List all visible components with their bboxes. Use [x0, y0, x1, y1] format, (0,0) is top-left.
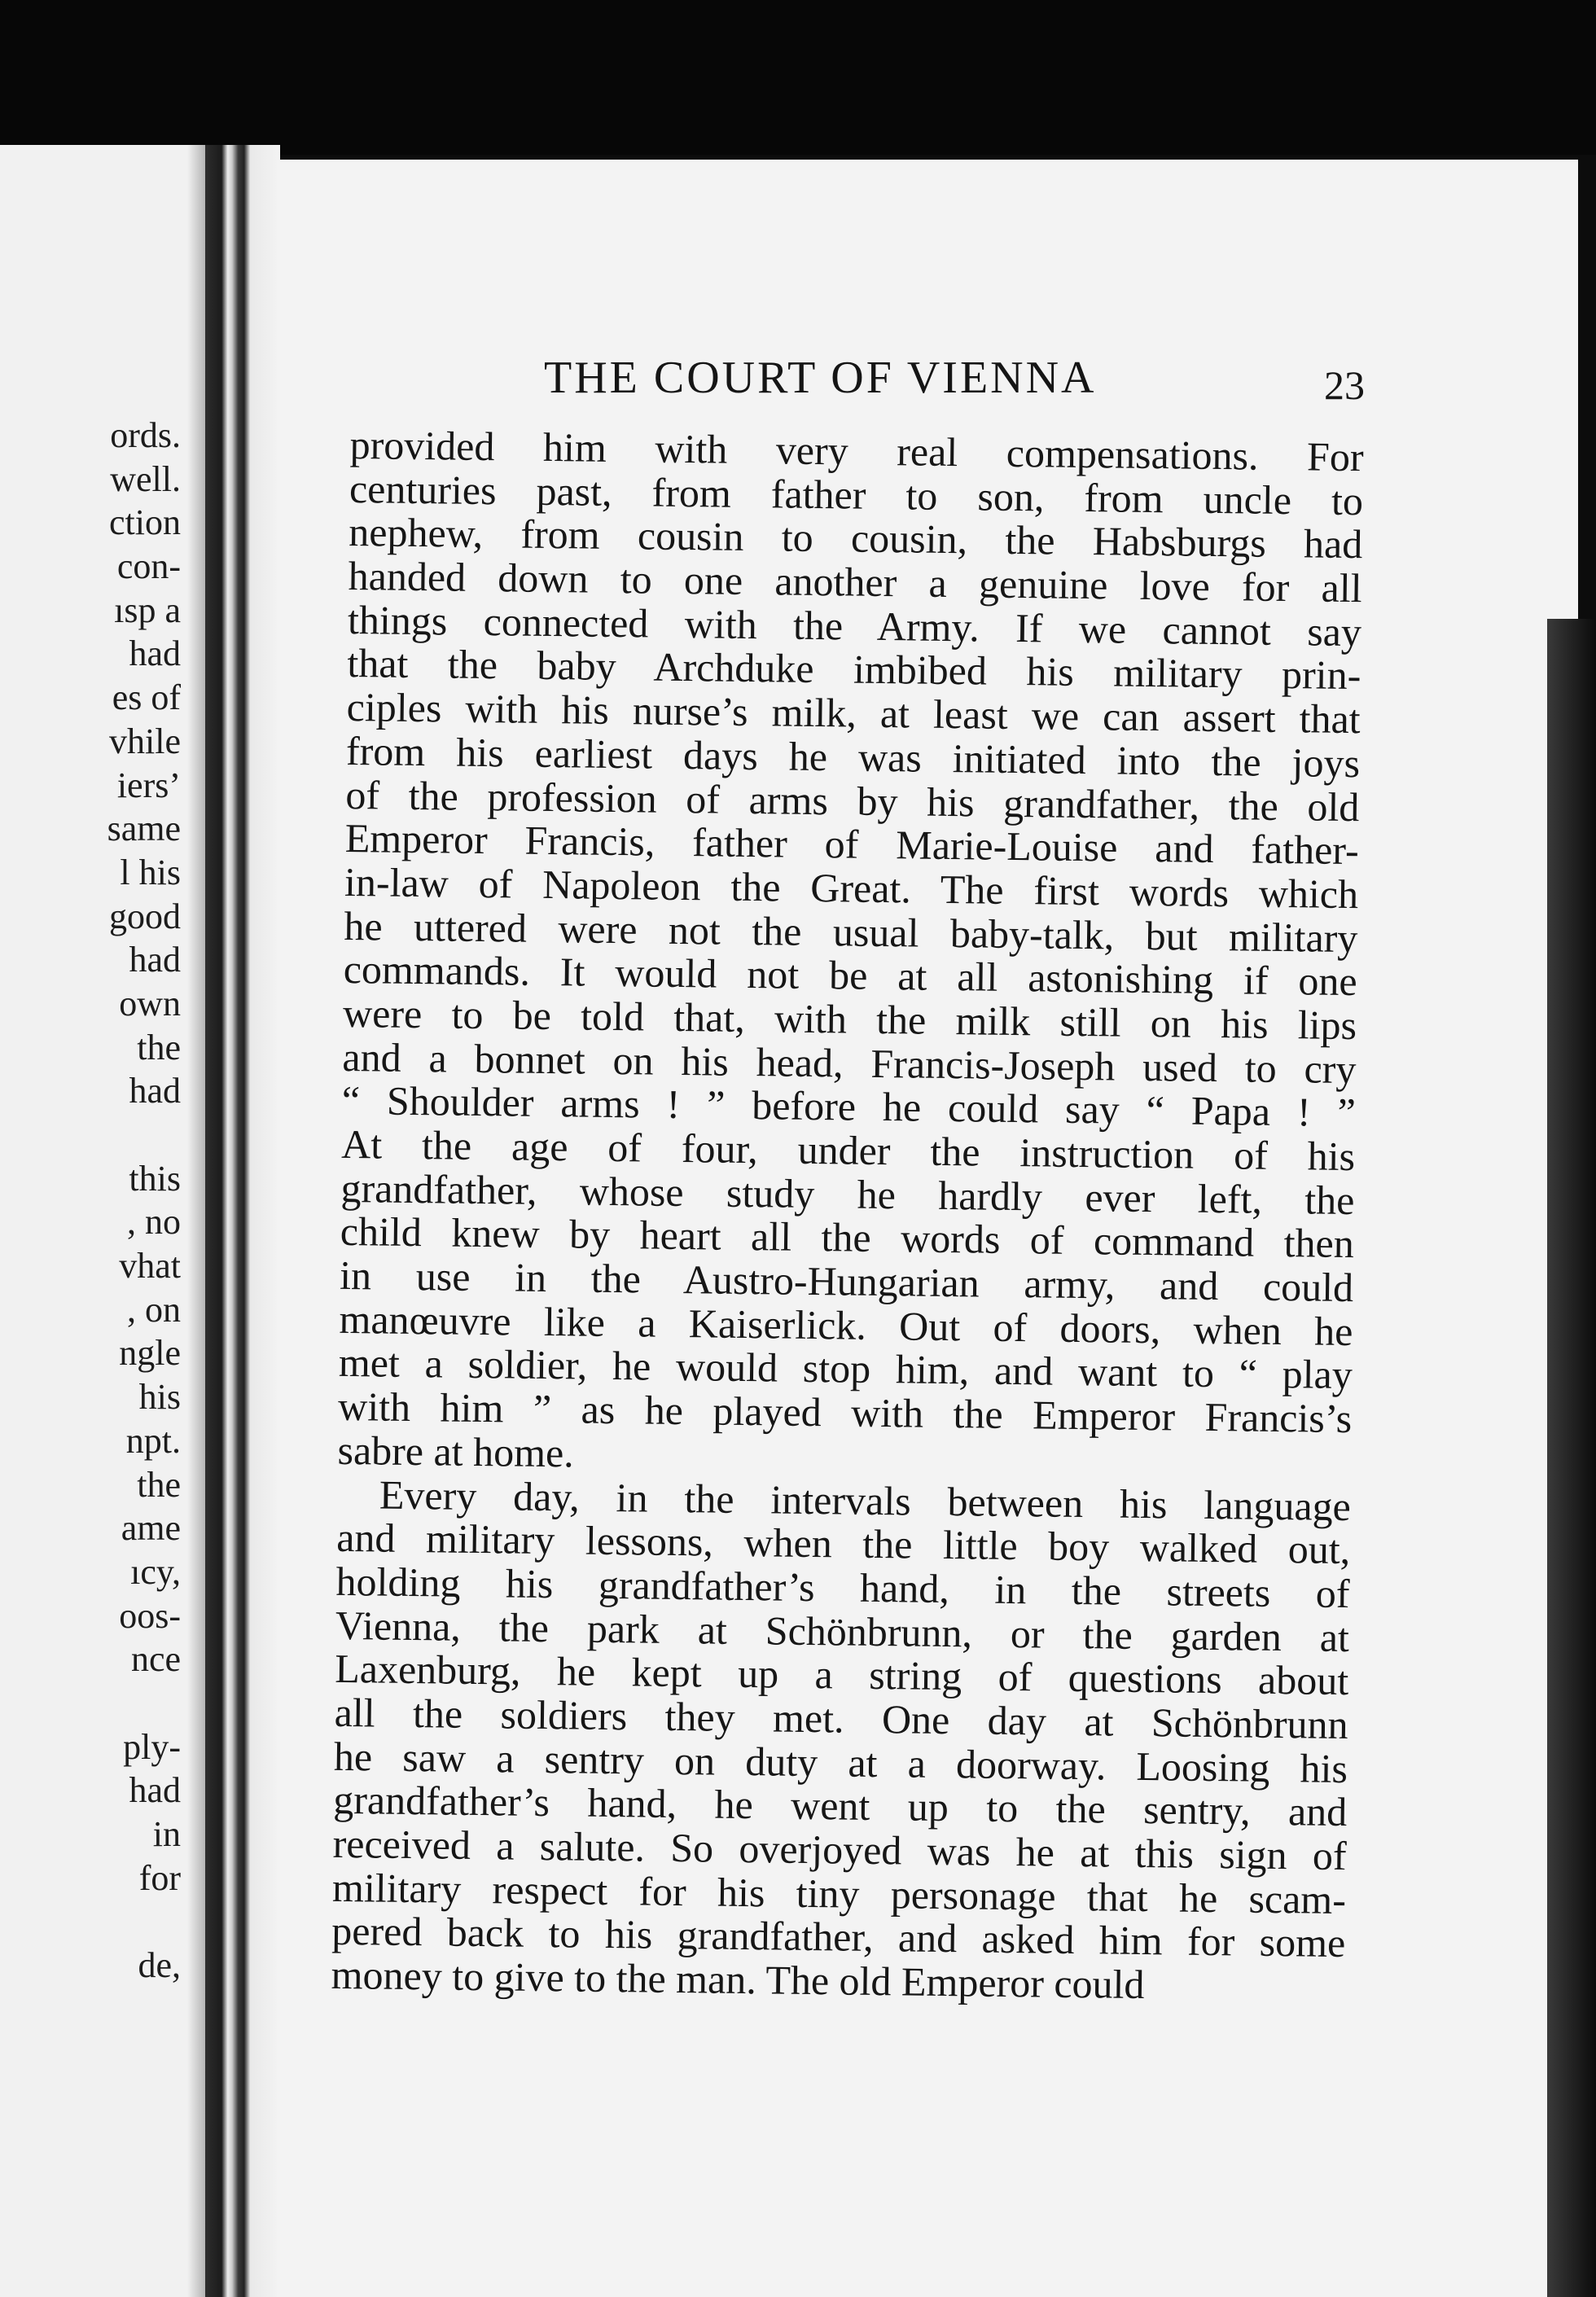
- left-page-line: ısp a: [114, 590, 181, 630]
- body-line: child knew by heart all the words of command then: [340, 1208, 1355, 1267]
- left-page-line: ıcy,: [130, 1551, 181, 1592]
- page-number: 23: [1324, 362, 1365, 408]
- body-line: of the profession of arms by his grandfather, the old: [345, 771, 1360, 830]
- left-page-line: the: [137, 1027, 181, 1067]
- body-line: with him ” as he played with the Emperor Francis’s: [337, 1383, 1353, 1442]
- body-line: money to give to the man. The old Emperor could: [331, 1951, 1145, 2008]
- left-page-text: [0, 414, 181, 1988]
- left-page-line: [0, 1900, 181, 1944]
- body-line: in-law of Napoleon the Great. The first words which: [344, 858, 1359, 918]
- body-line: manœuvre like a Kaiserlick. Out of doors, when he: [339, 1295, 1353, 1354]
- left-page-line: had: [129, 1071, 181, 1111]
- body-line: from his earliest days he was initiated into the joys: [345, 727, 1361, 786]
- left-page: [0, 145, 205, 2297]
- page-header: [544, 352, 1366, 417]
- body-line: he saw a sentry on duty at a doorway. Loosing his: [333, 1733, 1348, 1791]
- left-page-line: oos-: [119, 1595, 181, 1636]
- left-page-line: ngle: [119, 1333, 181, 1374]
- left-page-line: the: [137, 1464, 181, 1505]
- left-page-line: , on: [127, 1289, 181, 1330]
- left-page-line: ply-: [123, 1726, 181, 1767]
- body-line: holding his grandfather’s hand, in the streets of: [335, 1558, 1350, 1616]
- body-line: Vienna, the park at Schönbrunn, or the garden at: [335, 1602, 1350, 1660]
- left-page-line: his: [138, 1377, 181, 1418]
- body-line: and a bonnet on his head, Francis-Joseph used to cry: [342, 1033, 1357, 1092]
- body-line: Laxenburg, he kept up a string of questions about: [334, 1646, 1349, 1704]
- body-line: that the baby Archduke imbibed his military prin-: [347, 640, 1361, 699]
- left-page-line: vhat: [119, 1246, 181, 1287]
- body-line: he uttered were not the usual baby-talk, but military: [344, 902, 1358, 961]
- left-page-line: vhile: [109, 721, 181, 761]
- body-text: [331, 423, 1364, 2010]
- left-page-line: [0, 1113, 181, 1157]
- body-line: Every day, in the intervals between his language: [379, 1471, 1352, 1529]
- left-page-line: [0, 1681, 181, 1725]
- left-page-line: had: [129, 940, 181, 980]
- body-line: nephew, from cousin to cousin, the Habsburgs had: [349, 509, 1363, 568]
- left-page-line: good: [109, 896, 181, 936]
- left-page-line: ords.: [110, 415, 181, 455]
- left-page-line: con-: [116, 546, 181, 587]
- left-page-line: in: [152, 1814, 181, 1854]
- body-line: and military lessons, when the little boy walked out,: [335, 1515, 1351, 1573]
- body-line: At the age of four, under the instruction of his: [340, 1120, 1356, 1180]
- book-gutter: [205, 145, 280, 2297]
- body-line: commands. It would not be at all astonishing if one: [343, 946, 1358, 1005]
- body-line: centuries past, from father to son, from uncle to: [349, 465, 1364, 524]
- left-page-line: this: [129, 1158, 181, 1199]
- body-line: Emperor Francis, father of Marie-Louise and father-: [344, 815, 1360, 874]
- left-page-line: ame: [121, 1508, 181, 1549]
- body-line: ciples with his nurse’s milk, at least we can assert that: [346, 684, 1361, 743]
- left-page-line: same: [107, 809, 181, 849]
- left-page-line: es of: [112, 677, 181, 718]
- body-line: grandfather, whose study he hardly ever left, the: [340, 1164, 1355, 1223]
- left-page-line: de,: [138, 1945, 181, 1986]
- scan-top-background: [0, 0, 1596, 155]
- left-page-line: for: [138, 1857, 181, 1898]
- left-page-line: had: [129, 633, 181, 674]
- body-line: handed down to one another a genuine love for all: [348, 553, 1362, 612]
- left-page-line: , no: [127, 1202, 181, 1243]
- body-line: all the soldiers they met. One day at Schönbrunn: [334, 1689, 1348, 1748]
- left-page-line: well.: [110, 458, 181, 499]
- left-page-line: l his: [120, 852, 181, 892]
- body-line: military respect for his tiny personage that he scam-: [331, 1864, 1347, 1922]
- body-line: things connected with the Army. If we cannot say: [347, 596, 1362, 655]
- left-page-shadow: [187, 145, 205, 2297]
- body-line: grandfather’s hand, he went up to the sentry, and: [333, 1777, 1348, 1835]
- left-page-line: ction: [109, 502, 181, 543]
- left-page-line: own: [119, 983, 181, 1024]
- running-head: THE COURT OF VIENNA: [544, 353, 1097, 403]
- body-line: sabre at home.: [337, 1427, 575, 1476]
- body-line: met a soldier, he would stop him, and want to “ play: [338, 1339, 1353, 1398]
- body-line: “ Shoulder arms ! ” before he could say “ Papa ! ”: [341, 1077, 1357, 1136]
- body-line: provided him with very real compensations. For: [349, 422, 1364, 480]
- body-line: received a salute. So overjoyed was he at this sign of: [332, 1820, 1347, 1879]
- left-page-line: nce: [130, 1639, 181, 1680]
- left-page-line: iers’: [116, 765, 181, 805]
- body-line: were to be told that, with the milk still on his lips: [342, 989, 1357, 1049]
- right-page-edge: [1547, 619, 1596, 2297]
- body-line: in use in the Austro-Hungarian army, and could: [339, 1252, 1354, 1311]
- body-line: pered back to his grandfather, and asked him for some: [331, 1908, 1346, 1966]
- left-page-line: npt.: [125, 1420, 181, 1461]
- left-page-line: had: [129, 1770, 181, 1811]
